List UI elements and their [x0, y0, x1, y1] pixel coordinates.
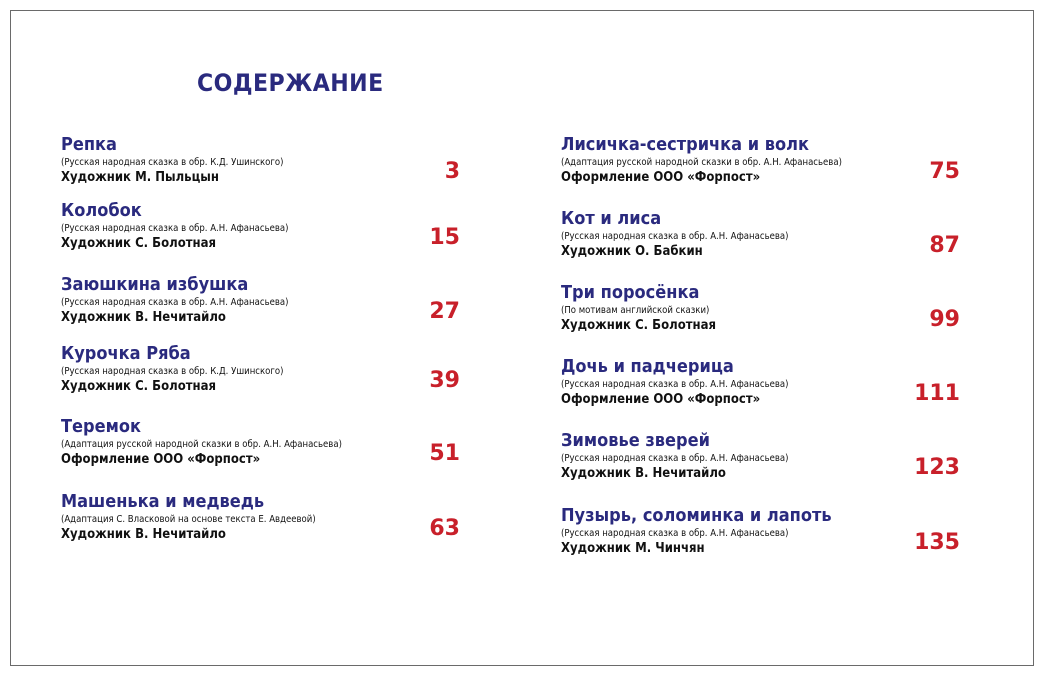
story-source: (По мотивам английской сказки) [561, 305, 710, 316]
page-number: 135 [914, 530, 960, 555]
toc-entry[interactable] [561, 356, 961, 416]
story-source: (Русская народная сказка в обр. А.Н. Афанасьева) [561, 379, 789, 390]
toc-entry[interactable] [561, 134, 961, 194]
page-number: 87 [929, 233, 960, 258]
page-number: 15 [429, 225, 460, 250]
toc-entry[interactable] [561, 282, 961, 342]
toc-entry[interactable] [61, 491, 461, 551]
story-title: Кот и лиса [561, 208, 662, 229]
story-source: (Русская народная сказка в обр. К.Д. Ушинского) [61, 366, 284, 377]
page-number: 111 [914, 381, 960, 406]
story-title: Дочь и падчерица [561, 356, 734, 377]
story-artist: Оформление ООО «Форпост» [561, 170, 761, 185]
page-number: 123 [914, 455, 960, 480]
story-source: (Адаптация русской народной сказки в обр. А.Н. Афанасьева) [561, 157, 842, 168]
story-title: Лисичка-сестричка и волк [561, 134, 809, 155]
story-artist: Художник С. Болотная [61, 236, 217, 251]
story-artist: Оформление ООО «Форпост» [561, 392, 761, 407]
toc-entry[interactable] [61, 200, 461, 260]
page-number: 27 [429, 299, 460, 324]
toc-entry[interactable] [61, 343, 461, 403]
story-title: Три поросёнка [561, 282, 700, 303]
page-number: 3 [444, 159, 460, 184]
story-source: (Адаптация русской народной сказки в обр. А.Н. Афанасьева) [61, 439, 342, 450]
toc-entry[interactable] [61, 134, 461, 194]
toc-entry[interactable] [561, 208, 961, 268]
story-title: Колобок [61, 200, 142, 221]
page-number: 39 [429, 368, 460, 393]
page-number: 75 [929, 159, 960, 184]
story-source: (Русская народная сказка в обр. А.Н. Афанасьева) [561, 231, 789, 242]
story-title: Заюшкина избушка [61, 274, 249, 295]
toc-entry[interactable] [61, 416, 461, 476]
toc-entry[interactable] [561, 430, 961, 490]
story-artist: Художник О. Бабкин [561, 244, 703, 259]
story-artist: Художник В. Нечитайло [61, 527, 226, 542]
story-artist: Художник С. Болотная [61, 379, 217, 394]
story-source: (Русская народная сказка в обр. А.Н. Афанасьева) [61, 223, 289, 234]
story-title: Курочка Ряба [61, 343, 191, 364]
story-title: Машенька и медведь [61, 491, 265, 512]
story-artist: Художник В. Нечитайло [561, 466, 726, 481]
toc-entry[interactable] [61, 274, 461, 334]
story-artist: Оформление ООО «Форпост» [61, 452, 261, 467]
page-number: 51 [429, 441, 460, 466]
story-title: Теремок [61, 416, 141, 437]
story-source: (Русская народная сказка в обр. К.Д. Ушинского) [61, 157, 284, 168]
page-number: 99 [929, 307, 960, 332]
toc-entry[interactable] [561, 505, 961, 565]
story-source: (Русская народная сказка в обр. А.Н. Афанасьева) [61, 297, 289, 308]
story-title: Зимовье зверей [561, 430, 710, 451]
story-source: (Русская народная сказка в обр. А.Н. Афанасьева) [561, 528, 789, 539]
story-title: Пузырь, соломинка и лапоть [561, 505, 832, 526]
story-title: Репка [61, 134, 117, 155]
story-artist: Художник С. Болотная [561, 318, 717, 333]
story-artist: Художник В. Нечитайло [61, 310, 226, 325]
story-source: (Адаптация С. Власковой на основе текста Е. Авдеевой) [61, 514, 316, 525]
story-artist: Художник М. Чинчян [561, 541, 705, 556]
story-artist: Художник М. Пыльцын [61, 170, 219, 185]
story-source: (Русская народная сказка в обр. А.Н. Афанасьева) [561, 453, 789, 464]
page-number: 63 [429, 516, 460, 541]
page-title: СОДЕРЖАНИЕ [197, 69, 384, 97]
